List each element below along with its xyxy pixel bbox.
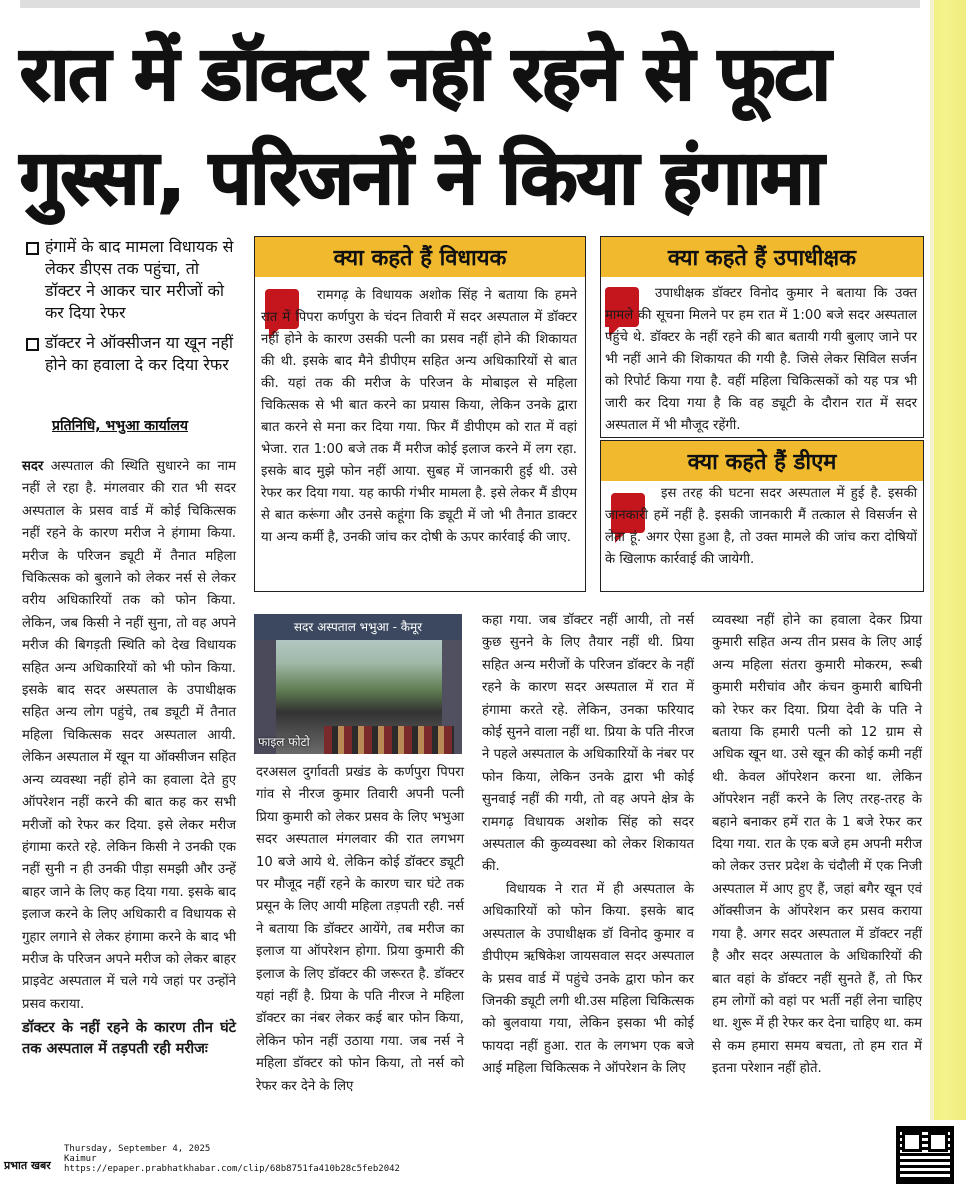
headline-line-2: गुस्सा, परिजनों ने किया हंगामा: [20, 135, 823, 221]
clip-metadata: [64, 1144, 400, 1174]
clip-url[interactable]: https://epaper.prabhatkhabar.com/clip/68b8751fa410b28c5feb2042: [64, 1164, 400, 1174]
highlight-text: हंगामें के बाद मामला विधायक से लेकर डीएस तक पहुंचा, तो डॉक्टर ने आकर चार मरीजों को कर दिया रेफर: [45, 237, 234, 322]
headline-line-1: रात में डॉक्टर नहीं रहने से फूटा: [20, 31, 830, 117]
quote-box-mla-text: रामगढ़ के विधायक अशोक सिंह ने बताया कि हमने रात में पिपरा कर्णपुरा के चंदन तिवारी में सदर अस्पताल में डॉक्टर नहीं होने के कारण उसकी पत्नी का प्रसव नहीं होने की शिकायत की थी. इसके बाद मैने डीपीएम सहित अन्य अधिकारियों से बात की. यहां तक की मरीज के परिजन के मोबाइल से महिला चिकित्सक से भी बात करने का प्रयास किया, लेकिन उनके द्वारा बात करने से मना कर दिया गया. फिर मैं डीपीएम को रात में वहां भेजा. रात 1:00 बजे तक मैं मरीज कोई इलाज करने में लग रहा. इसके बाद मुझे फोन नहीं आया. सुबह में जानकारी हुई थी. उसे रेफर कर दिया गया. यह काफी गंभीर मामला है. इसे लेकर मैं डीएम से बात करूंगा और उनसे कहूंगा कि ड्यूटी में जो भी तैनात डाक्टर या अन्य कर्मी है, उनकी जांच कर दोषी के ऊपर कार्रवाई की जाए.: [261, 288, 577, 545]
square-bullet-icon: [26, 242, 39, 255]
highlights-list: [26, 236, 238, 384]
quote-box-mla-title: क्या कहते हैं विधायक: [255, 237, 585, 277]
column-4-text: व्यवस्था नहीं होने का हवाला देकर प्रिया कुमारी सहित अन्य तीन प्रसव के लिए आई अन्य महिला संतरा कुमारी मोकरम, रूबी कुमारी मरीचांव और कंचन कुमारी बाघिनी को रेफर कर दिया. प्रिया देवी के पति ने बताया कि हमारी पत्नी को 12 ग्राम से अधिक खून था. उसे खून की कोई कमी नहीं थी. केवल ऑपरेशन करना था. लेकिन ऑपरेशन नहीं करने के लिए तरह-तरह के बहाने बनाकर हमें रात के 1 बजे रेफर कर दिया गया. रात के एक बजे हम अपनी मरीज को लेकर उत्तर प्रदेश के चंदौली में एक निजी अस्पताल में आए हुए हैं, जहां बगैर खून एवं ऑक्सीजन के ऑपरेशन कर प्रसव कराया गया है. अगर सदर अस्पताल में डॉक्टर नहीं है और सदर अस्पताल के अधिकारियों की बात वहां के डॉक्टर नहीं सुनते हैं, तो फिर हम लोगों को वहां पर भर्ती नहीं लेना चाहिए था. शुरू में ही रेफर कर देना चाहिए था. कम से कम हमारा समय बचता, तो हम रात में इतना परेशान नहीं होते.: [712, 613, 922, 1077]
article-column-2: [256, 762, 464, 1098]
column-3-paragraph-2: विधायक ने रात में ही अस्पताल के अधिकारियों को फोन किया. इसके बाद अस्पताल के उपाधीक्षक डॉ विनोद कुमार व डीपीएम ऋषिकेश जायसवाल सदर अस्पताल के प्रसव वार्ड में पहुंचे उनके द्वारा फोन कर जिनकी ड्यूटी लगी थी.उस महिला चिकित्सक को बुलवाया गया, लेकिन इसका भी कोई फायदा नहीं हुआ. रात के लगभग एक बजे आई महिला चिकित्सक ने ऑपरेशन के लिए: [482, 881, 694, 1077]
previous-headline-remnant: [20, 0, 920, 8]
photo-caption: फाइल फोटो: [258, 735, 310, 749]
dateline-lead: सदर: [22, 459, 44, 474]
hospital-gate-sign: सदर अस्पताल भभुआ - कैमूर: [254, 614, 462, 640]
subheading: डॉक्टर के नहीं रहने के कारण तीन घंटे तक अस्पताल में तड़पती रही मरीजः: [22, 1020, 236, 1058]
headline: [20, 22, 920, 230]
article-column-1: [22, 456, 236, 1060]
highlight-item: [26, 332, 238, 376]
highlight-item: [26, 236, 238, 324]
byline: प्रतिनिधि, भभुआ कार्यालय: [52, 418, 188, 434]
column-2-text: दरअसल दुर्गावती प्रखंड के कर्णपुरा पिपरा गांव से नीरज कुमार तिवारी अपनी पत्नी प्रिया कुमारी को लेकर प्रसव के लिए भभुआ सदर अस्पताल मंगलवार की रात लगभग 10 बजे आये थे. लेकिन कोई डॉक्टर ड्यूटी पर मौजूद नहीं रहने के कारण चार घंटे तक प्रसून के लिए आयी महिला तड़पती रही. नर्स ने बताया कि डॉक्टर आयेंगे, तब मरीज का इलाज या ऑपरेशन होगा. प्रिया कुमारी की इलाज के लिए डॉक्टर की जरूरत है. डॉक्टर यहां नहीं है. प्रिया के पति नीरज ने महिला डॉक्टर का नंबर लेकर कई बार फोन किया, लेकिन फोन नहीं उठाया गया. जब नर्स ने महिला डॉक्टर को फोन किया, तो नर्स को रेफर कर देने के लिए: [256, 765, 464, 1094]
hospital-photo: [254, 614, 462, 754]
clip-date: Thursday, September 4, 2025: [64, 1144, 211, 1154]
qr-code-icon[interactable]: [896, 1126, 954, 1184]
article-column-3: [482, 610, 694, 1081]
clip-edition: Kaimur: [64, 1154, 97, 1164]
adjacent-page-color-strip: [934, 0, 966, 1120]
highlight-text: डॉक्टर ने ऑक्सीजन या खून नहीं होने का हवाला दे कर दिया रेफर: [45, 333, 233, 374]
quote-box-ds-text: उपाधीक्षक डॉक्टर विनोद कुमार ने बताया कि उक्त मामले की सूचना मिलने पर हम रात में 1:00 बजे सदर अस्पताल पहुंचे थे. डॉक्टर के नहीं रहने की बात बतायी गयी बुलाए जाने पर भी नहीं आने की शिकायत की गयी है. जिसे लेकर सिविल सर्जन को रिपोर्ट किया गया है. वहीं महिला चिकित्सकों को यह पत्र भी जारी कर दिया गया है कि वह ड्यूटी के दौरान रात में सदर अस्पताल में भी मौजूद रहेंगी.: [605, 286, 917, 433]
quote-box-deputy-superintendent: [600, 236, 924, 438]
column-1-text: अस्पताल की स्थिति सुधारने का नाम नहीं ले रहा है. मंगलवार की रात भी सदर अस्पताल के प्रसव वार्ड में कोई चिकित्सक नहीं रहने के कारण मरीज ने हंगामा किया. मरीज के परिजन ड्यूटी में तैनात महिला चिकित्सक को बुलाने को लेकर नर्स से लेकर वरीय अधिकारियों तक को फोन किया. लेकिन, जब किसी ने नहीं सुना, तो वह अपने मरीज की बिगड़ती स्थिति को देख विधायक सहित अन्य अधिकारियों को भी फोन किया. इसके बाद सदर अस्पताल के उपाधीक्षक सहित अन्य लोग पहुंचे, तब ड्यूटी में तैनात महिला चिकित्सक सदर अस्पताल आयी. लेकिन अस्पताल में खून या ऑक्सीजन सहित अन्य व्यवस्था नहीं होने का हवाला देते हुए ऑपरेशन नहीं करने की बात कह कर सभी मरीजों को रेफर कर दिया. इसे लेकर मरीज हंगामा करते रहे. लेकिन किसी ने उनकी एक नहीं सुनी न ही उनकी पीड़ा समझी और उन्हें बाहर जाने के लिए कह दिया गया. इसके बाद इलाज करने के लिए अधिकारी व विधायक से गुहार लगाने से लेकर हंगामा करने के बाद भी मरीज के परिजन अपने मरीज को लेकर बाहर प्राइवेट अस्पताल में चले गये जहां पर उन्होंने प्रसव कराया.: [22, 459, 236, 1012]
column-3-paragraph-1: कहा गया. जब डॉक्टर नहीं आयी, तो नर्स कुछ सुनने के लिए तैयार नहीं थी. प्रिया सहित अन्य मरीजों के परिजन डॉक्टर के नहीं रहने के कारण सदर अस्पताल में रात में हंगामा करते रहे. लेकिन, उनका फरियाद कोई सुनने वाला नहीं था. प्रिया के पति नीरज ने पहले अस्पताल के अधिकारियों के नंबर पर फोन किया, लेकिन उनके द्वारा भी कोई सुनवाई नहीं की गयी, तो वह अपने क्षेत्र के रामगढ़ विधायक अशोक सिंह को सदर अस्पताल की कुव्यवस्था को लेकर शिकायत की.: [482, 613, 694, 875]
quote-box-dm-text: इस तरह की घटना सदर अस्पताल में हुई है. इसकी जानकारी हमें नहीं है. इसकी जानकारी मैं तत्काल से विसर्जन से लेता हूं. अगर ऐसा हुआ है, तो उक्त मामले की जांच करा दोषियों के खिलाफ कार्रवाई की जायेगी.: [605, 486, 917, 567]
article-column-4: [712, 610, 922, 1081]
quote-box-dm-title: क्या कहते हैं डीएम: [601, 441, 923, 481]
quote-box-mla: [254, 236, 586, 592]
quote-box-dm: [600, 440, 924, 592]
square-bullet-icon: [26, 338, 39, 351]
quote-box-ds-title: क्या कहते हैं उपाधीक्षक: [601, 237, 923, 277]
publication-logo: प्रभात खबर: [4, 1159, 51, 1172]
crowd: [324, 726, 454, 754]
